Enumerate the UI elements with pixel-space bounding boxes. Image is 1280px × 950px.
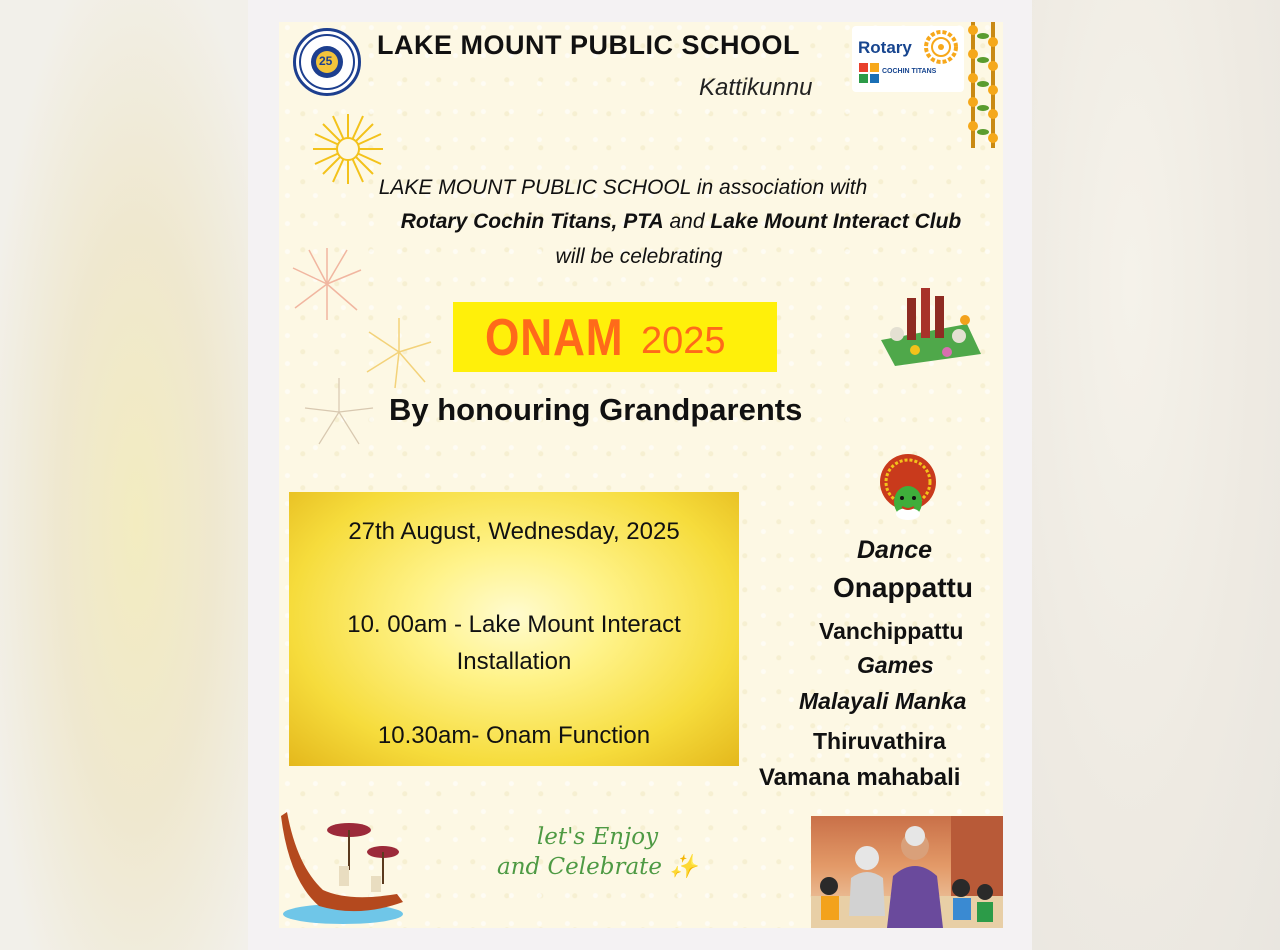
onam-sadya-icon bbox=[875, 284, 985, 368]
event-item: Vamana mahabali bbox=[759, 764, 961, 791]
festival-year: 2025 bbox=[641, 320, 726, 362]
event-item: Games bbox=[857, 652, 934, 678]
festival-name: ONAM bbox=[485, 309, 624, 367]
event-date: 27th August, Wednesday, 2025 bbox=[348, 518, 680, 545]
firework-icon bbox=[299, 372, 379, 452]
schedule-item-2: 10.30am- Onam Function bbox=[377, 722, 651, 749]
association-partners: Rotary Cochin Titans, PTA bbox=[400, 210, 664, 233]
schedule-item-1: 10. 00am - Lake Mount Interact bbox=[347, 611, 681, 638]
titans-puzzle-icon bbox=[858, 62, 880, 84]
event-item: Malayali Manka bbox=[799, 688, 967, 714]
grandparents-illustration bbox=[811, 816, 1003, 928]
rotary-logo bbox=[852, 26, 964, 92]
theme-heading: By honouring Grandparents bbox=[389, 392, 803, 427]
closing-line-2: and Celebrate ✨ bbox=[497, 854, 698, 880]
onam-poster bbox=[279, 22, 1003, 928]
kathakali-face-icon bbox=[877, 454, 939, 530]
association-line-2 bbox=[319, 210, 1003, 234]
snake-boat-icon bbox=[279, 810, 409, 928]
event-item: Thiruvathira bbox=[813, 728, 946, 754]
schedule-item-1-cont: Installation bbox=[456, 648, 572, 675]
rotary-wheel-icon bbox=[924, 30, 958, 64]
rotary-logo-sub: COCHIN TITANS bbox=[882, 68, 937, 75]
event-item: Vanchippattu bbox=[819, 618, 964, 644]
background-blur-left bbox=[0, 0, 248, 950]
association-and: and bbox=[663, 210, 711, 233]
rotary-logo-name: Rotary bbox=[858, 38, 912, 57]
closing-message bbox=[497, 822, 698, 882]
background-blur-right bbox=[1032, 0, 1280, 950]
association-line-1: LAKE MOUNT PUBLIC SCHOOL in association with bbox=[378, 176, 868, 199]
marigold-garland-icon bbox=[963, 22, 1001, 148]
family-illustration-icon bbox=[811, 816, 1003, 928]
school-logo bbox=[293, 28, 361, 96]
school-logo-number: 25 bbox=[319, 54, 333, 68]
schedule-box bbox=[289, 492, 739, 766]
school-title: LAKE MOUNT PUBLIC SCHOOL bbox=[377, 30, 800, 60]
festival-banner bbox=[453, 302, 777, 372]
closing-line-1: let's Enjoy bbox=[536, 824, 659, 850]
event-item: Onappattu bbox=[833, 572, 973, 603]
association-line-3: will be celebrating bbox=[555, 245, 723, 268]
event-item: Dance bbox=[857, 536, 933, 564]
association-club: Lake Mount Interact Club bbox=[710, 210, 962, 233]
school-location: Kattikunnu bbox=[699, 74, 813, 101]
sunburst-icon bbox=[311, 112, 385, 186]
